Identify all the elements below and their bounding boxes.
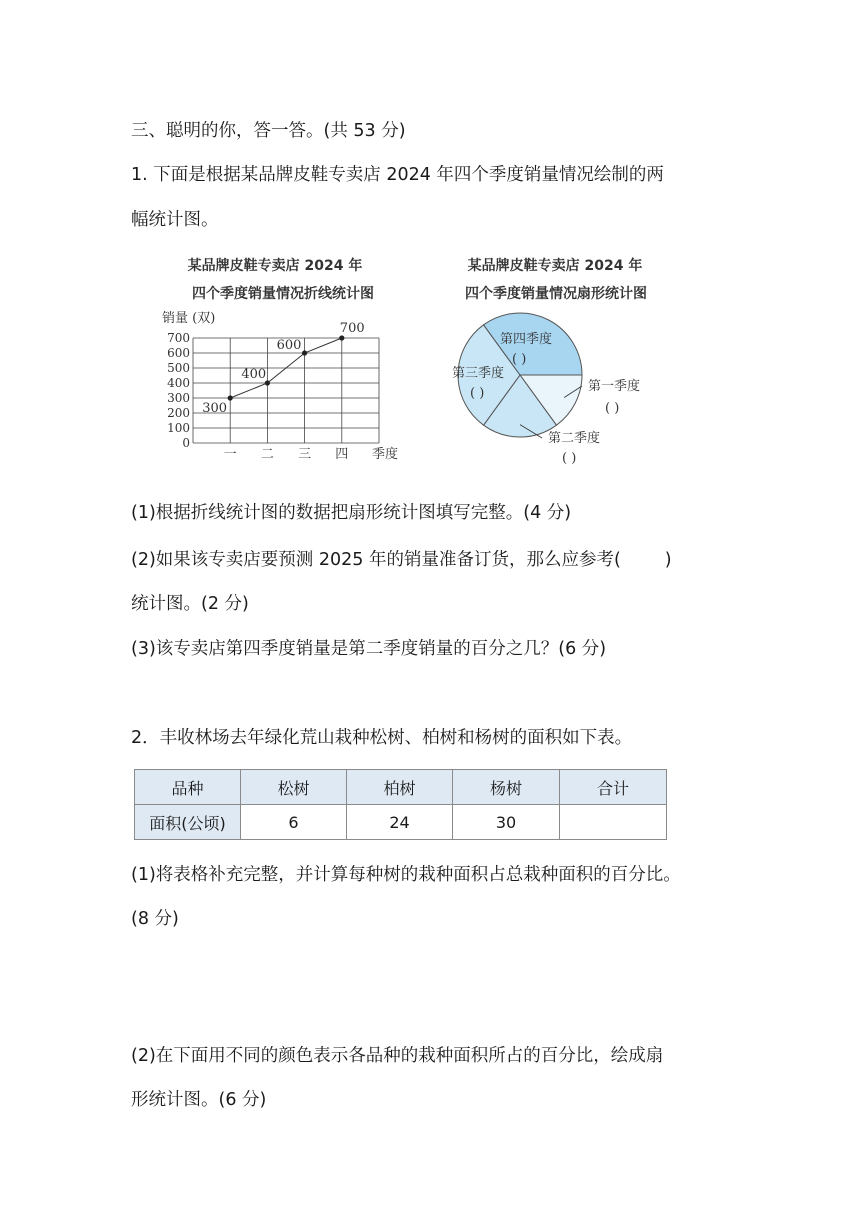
- pie-chart-title: 某品牌皮鞋专卖店 2024 年: [467, 258, 643, 274]
- y-tick-label: 400: [167, 376, 190, 390]
- line-chart-title: 某品牌皮鞋专卖店 2024 年: [187, 258, 363, 274]
- slice-blank: ( ): [512, 352, 527, 367]
- pie-chart: [440, 250, 680, 470]
- table-cell: 24: [347, 805, 453, 840]
- question-1-sub-2: [131, 546, 672, 571]
- y-tick-label: 700: [167, 331, 190, 345]
- slice-label: 第一季度: [588, 379, 641, 394]
- data-point: [302, 350, 307, 355]
- slice-label: 第二季度: [548, 431, 601, 446]
- table-cell-total[interactable]: [560, 805, 667, 840]
- y-tick-label: 600: [167, 346, 190, 360]
- x-tick-label: 一: [223, 447, 237, 462]
- data-label: 700: [339, 321, 365, 336]
- data-point: [228, 395, 233, 400]
- question-2-text: 2．丰收林场去年绿化荒山栽种松树、柏树和杨树的面积如下表。: [131, 728, 633, 748]
- area-table: [134, 769, 667, 840]
- slice-label: 第四季度: [500, 332, 553, 347]
- question-1-sub-3: (3)该专卖店第四季度销量是第二季度销量的百分之几？(6 分): [131, 639, 607, 659]
- pie-chart-subtitle: 四个季度销量情况扇形统计图: [465, 286, 647, 302]
- sub-2-text: (2)如果该专卖店要预测 2025 年的销量准备订货，那么应参考(: [131, 550, 621, 570]
- y-tick-label: 500: [167, 361, 190, 375]
- data-label: 400: [241, 367, 267, 382]
- question-2-sub-1: (1)将表格补充完整，并计算每种树的栽种面积占总栽种面积的百分比。: [131, 865, 681, 885]
- table-header-cell: 品种: [135, 770, 241, 805]
- x-tick-label: 四: [335, 447, 349, 462]
- question-2-sub-1-cont: (8 分): [131, 909, 179, 929]
- sub-2-close: ): [664, 550, 672, 570]
- question-2-sub-2-cont: 形统计图。(6 分): [131, 1090, 267, 1110]
- table-header-cell: 杨树: [453, 770, 560, 805]
- data-label: 300: [202, 401, 228, 416]
- y-tick-label: 300: [167, 391, 190, 405]
- table-row-label: 面积(公顷): [135, 805, 241, 840]
- y-tick-label: 100: [167, 421, 190, 435]
- table-cell: 6: [241, 805, 347, 840]
- table-cell: 30: [453, 805, 560, 840]
- table-row: [135, 805, 667, 840]
- slice-blank: ( ): [562, 451, 577, 466]
- question-1-text: 1. 下面是根据某品牌皮鞋专卖店 2024 年四个季度销量情况绘制的两: [131, 165, 664, 185]
- line-chart-xlabel: 季度: [372, 447, 399, 462]
- slice-blank: ( ): [470, 386, 485, 401]
- data-label: 600: [276, 338, 302, 353]
- table-header-cell: 松树: [241, 770, 347, 805]
- section-title: 三、聪明的你，答一答。(共 53 分): [131, 121, 406, 141]
- question-2-sub-2: (2)在下面用不同的颜色表示各品种的栽种面积所占的百分比，绘成扇: [131, 1046, 664, 1066]
- table-header-cell: 柏树: [347, 770, 453, 805]
- question-1-sub-2-cont: 统计图。(2 分): [131, 594, 249, 614]
- y-tick-label: 200: [167, 406, 190, 420]
- table-header-cell: 合计: [560, 770, 667, 805]
- line-chart-subtitle: 四个季度销量情况折线统计图: [192, 286, 374, 302]
- slice-label: 第三季度: [452, 366, 505, 381]
- slice-blank: ( ): [605, 401, 620, 416]
- table-header-row: [135, 770, 667, 805]
- question-1-sub-1: (1)根据折线统计图的数据把扇形统计图填写完整。(4 分): [131, 503, 572, 523]
- line-chart-ylabel: 销量 (双): [162, 311, 216, 326]
- data-point: [339, 335, 344, 340]
- line-chart: [150, 250, 420, 465]
- x-tick-label: 三: [298, 447, 312, 462]
- y-tick-label: 0: [182, 436, 190, 450]
- question-1-text-cont: 幅统计图。: [131, 210, 219, 230]
- x-tick-label: 二: [260, 447, 274, 462]
